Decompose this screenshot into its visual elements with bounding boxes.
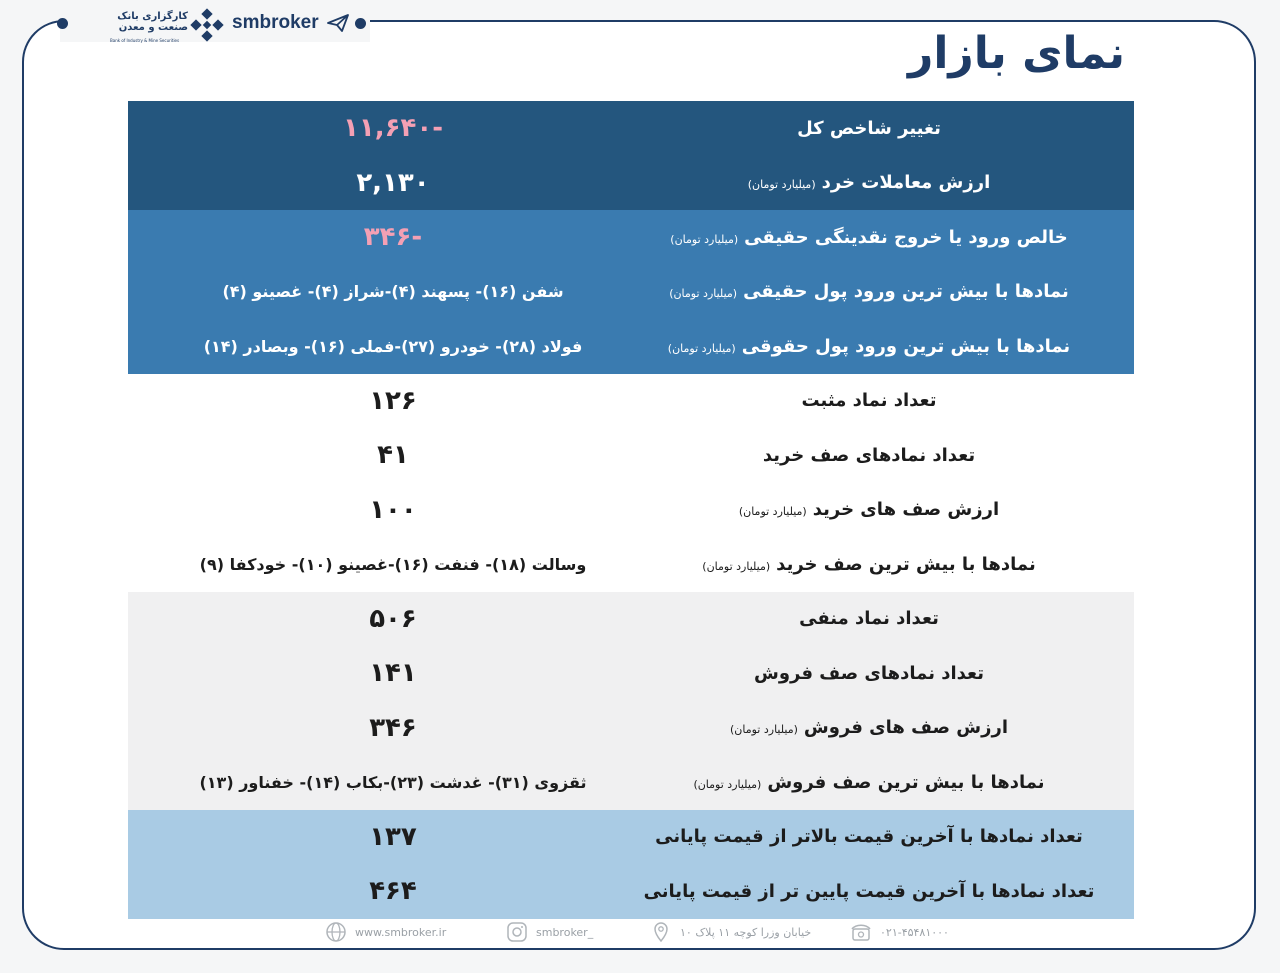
row-label <box>624 608 1114 629</box>
broker-logo-text: کارگزاری بانک صنعت و معدن <box>117 11 188 33</box>
row-label-text: نمادها با بیش ترین ورود پول حقیقی <box>743 281 1069 303</box>
table-row <box>128 156 1134 211</box>
row-unit: (میلیارد تومان) <box>667 341 736 355</box>
table-row <box>128 265 1134 320</box>
row-value: ۱۳۷ <box>369 821 417 852</box>
row-label-text: تعداد نمادهای صف خرید <box>762 444 976 466</box>
footer-phone <box>850 921 949 943</box>
table-row <box>128 101 1134 156</box>
location-pin-icon <box>650 921 672 943</box>
row-value: -۳۴۶ <box>363 222 423 253</box>
footer-address <box>650 921 811 943</box>
brand-name: smbroker <box>232 12 319 33</box>
row-value: شفن (۱۶)- پسهند (۴)-شراز (۴)- غصینو (۴) <box>222 282 564 302</box>
row-value: ۱۲۶ <box>369 385 417 416</box>
table-row <box>128 810 1134 865</box>
table-row <box>128 592 1134 647</box>
footer-address-text: خیابان وزرا کوچه ۱۱ پلاک ۱۰ <box>680 925 812 939</box>
row-label <box>624 336 1114 357</box>
row-label <box>624 118 1114 139</box>
row-value: ۴۱ <box>377 440 409 471</box>
row-label <box>624 772 1114 793</box>
row-value: ۴۶۴ <box>369 876 417 907</box>
table-row <box>128 428 1134 483</box>
row-label <box>624 826 1114 847</box>
footer-instagram-text: smbroker_ <box>536 925 594 939</box>
row-label-text: تعداد نماد مثبت <box>801 390 937 412</box>
broker-logo-icon <box>188 8 226 46</box>
row-label-text: خالص ورود یا خروج نقدینگی حقیقی <box>744 226 1068 248</box>
table-row <box>128 210 1134 265</box>
frame-dot-left <box>57 18 68 29</box>
row-value: ۵۰۶ <box>369 603 417 634</box>
row-label-text: تعداد نمادها با آخرین قیمت پایین تر از قیمت پایانی <box>643 880 1095 902</box>
table-row <box>128 755 1134 810</box>
table-row <box>128 646 1134 701</box>
row-label-text: نمادها با بیش ترین صف فروش <box>767 771 1045 793</box>
phone-icon <box>850 921 872 943</box>
row-unit: (میلیارد تومان) <box>747 178 816 192</box>
row-label <box>624 499 1114 520</box>
row-label <box>624 390 1114 411</box>
row-label <box>624 445 1114 466</box>
footer-instagram <box>506 921 593 943</box>
row-label <box>624 717 1114 738</box>
page-title: نمای بازار <box>908 28 1125 79</box>
row-label <box>624 227 1114 248</box>
row-value: ۱۴۱ <box>369 658 417 689</box>
row-label-text: نمادها با بیش ترین صف خرید <box>776 553 1036 575</box>
row-label-text: تعداد نمادهای صف فروش <box>754 662 984 684</box>
footer-phone-text: ۰۲۱-۴۵۴۸۱۰۰۰ <box>880 925 949 939</box>
row-unit: (میلیارد تومان) <box>730 723 798 737</box>
table-row <box>128 537 1134 592</box>
footer <box>320 918 980 946</box>
row-value: ۱۰۰ <box>369 494 417 525</box>
row-unit: (میلیارد تومان) <box>670 232 739 246</box>
row-label <box>624 881 1114 902</box>
footer-website-text: www.smbroker.ir <box>355 925 447 939</box>
row-value: ۳۴۶ <box>369 712 417 743</box>
row-label <box>624 663 1114 684</box>
row-label-text: ارزش صف های فروش <box>803 717 1008 739</box>
table-row <box>128 374 1134 429</box>
row-label <box>624 281 1114 302</box>
frame-dot-right <box>355 18 366 29</box>
row-label-text: نمادها با بیش ترین ورود پول حقوقی <box>741 335 1071 357</box>
row-label-text: ارزش معاملات خرد <box>821 172 991 194</box>
footer-website <box>325 921 446 943</box>
row-label <box>624 554 1114 575</box>
instagram-icon <box>506 921 528 943</box>
paper-plane-icon <box>327 14 349 32</box>
row-value: ثقزوی (۳۱)- غدشت (۲۳)-بکاب (۱۴)- خفناور (۱۳) <box>199 772 587 792</box>
row-value: -۱۱,۶۴۰ <box>342 113 444 144</box>
row-label-text: ارزش صف های خرید <box>812 499 1000 521</box>
table-row <box>128 319 1134 374</box>
row-unit: (میلیارد تومان) <box>669 287 738 301</box>
row-value: ۲,۱۳۰ <box>356 167 430 198</box>
table-row <box>128 864 1134 919</box>
row-value: وسالت (۱۸)- فنفت (۱۶)-غصینو (۱۰)- خودکفا (۹) <box>199 554 587 574</box>
broker-logo-subtext: Bank of Industry & Mine Securities <box>110 38 180 43</box>
table-row <box>128 483 1134 538</box>
row-label <box>624 172 1114 193</box>
table-row <box>128 701 1134 756</box>
row-label-text: تعداد نمادها با آخرین قیمت بالاتر از قیمت پایانی <box>655 826 1083 848</box>
row-unit: (میلیارد تومان) <box>693 777 762 791</box>
row-unit: (میلیارد تومان) <box>702 559 771 573</box>
market-summary-table <box>128 101 1134 919</box>
row-unit: (میلیارد تومان) <box>738 505 807 519</box>
globe-icon <box>325 921 347 943</box>
row-label-text: تغییر شاخص کل <box>797 117 941 139</box>
row-label-text: تعداد نماد منفی <box>799 608 939 630</box>
row-value: فولاد (۲۸)- خودرو (۲۷)-فملی (۱۶)- وبصادر (۱۴) <box>203 336 583 356</box>
